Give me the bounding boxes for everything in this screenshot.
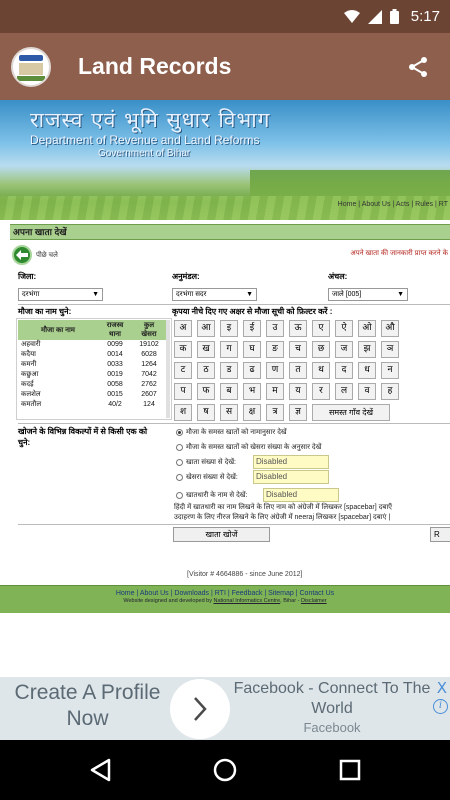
letter-button[interactable]: ब <box>220 383 238 400</box>
ad-right-text[interactable]: Facebook - Connect To The World <box>233 680 431 717</box>
mauza-table <box>18 320 166 410</box>
back-nav-icon[interactable] <box>85 755 115 785</box>
footer-disclaimer-link[interactable]: Disclaimer <box>300 598 327 604</box>
letter-button[interactable]: ज <box>335 341 353 358</box>
chevron-right-icon <box>192 696 208 722</box>
webview <box>0 100 450 677</box>
letter-button[interactable]: फ <box>197 383 215 400</box>
mauza-name: अहवारी <box>21 341 41 348</box>
ad-arrow-button[interactable] <box>170 679 230 739</box>
mauza-thana: 0099 <box>107 341 123 348</box>
table-row[interactable] <box>18 370 166 380</box>
option-by-khata-number[interactable] <box>176 458 236 467</box>
reset-button[interactable]: R <box>430 527 450 542</box>
top-nav-home[interactable]: Home <box>337 201 357 208</box>
app-title: Land Records <box>78 53 232 79</box>
footer-credit-org-link[interactable]: National Informatics Centre <box>213 598 281 604</box>
subdivision-value: दरभंगा सदर <box>176 291 207 298</box>
mauza-thana: 40/2 <box>108 401 122 408</box>
share-icon[interactable] <box>398 47 438 87</box>
letter-button[interactable]: प <box>174 383 192 400</box>
letter-button[interactable]: थ <box>312 362 330 379</box>
letter-button[interactable]: व <box>358 383 376 400</box>
status-bar <box>0 0 450 33</box>
mauza-thana: 0015 <box>107 391 123 398</box>
mauza-khesra: 1264 <box>141 361 157 368</box>
letter-button[interactable]: ख <box>197 341 215 358</box>
banner-title-english: Department of Revenue and Land Reforms <box>30 133 260 147</box>
option-by-khesra-order-label: मौजा के समस्त खातों को खेसरा संख्या के अनुसार देखें <box>186 444 322 451</box>
top-nav-rules[interactable]: Rules <box>415 201 434 208</box>
letter-button[interactable]: श <box>174 404 192 421</box>
footer-links: Home | About Us | Downloads | RTI | Feedback | Sitemap | Contact Us <box>115 590 335 597</box>
letter-button[interactable]: च <box>289 341 307 358</box>
all-villages-button[interactable]: समस्त गाँव देखें <box>312 404 390 421</box>
district-select[interactable] <box>18 288 103 301</box>
letter-button[interactable]: झ <box>358 341 376 358</box>
ad-brand: Facebook <box>303 720 361 735</box>
mauza-thana: 0019 <box>107 371 123 378</box>
option-by-khesra-number-label: खेसरा संख्या से देखें: <box>186 474 238 481</box>
footer-link-about[interactable]: About Us <box>139 590 169 597</box>
mauza-name: कलशेल <box>21 391 41 398</box>
site-footer <box>0 585 450 613</box>
letter-button[interactable]: अ <box>174 320 192 337</box>
letter-button[interactable]: घ <box>243 341 261 358</box>
search-khata-button[interactable]: खाता खोजें <box>173 527 270 542</box>
department-banner <box>0 100 450 220</box>
battery-icon <box>390 9 399 24</box>
option-by-khata-number-label: खाता संख्या से देखें: <box>186 459 236 466</box>
letter-button[interactable]: ल <box>335 383 353 400</box>
ad-left-text[interactable]: Create A Profile Now <box>14 681 161 730</box>
mauza-name: कदैया <box>21 351 36 358</box>
district-label: जिला: <box>18 272 37 281</box>
table-row[interactable] <box>18 350 166 360</box>
top-nav-about[interactable]: About Us <box>361 201 391 208</box>
wifi-icon <box>344 10 360 24</box>
table-row[interactable] <box>18 340 166 350</box>
col-total-khesra: कुल खेसरा <box>132 320 166 340</box>
mauza-name: कदई <box>21 381 34 388</box>
ad-info-icon[interactable]: i <box>433 699 448 714</box>
district-value: दरभंगा <box>22 291 40 298</box>
mauza-khesra: 7042 <box>141 371 157 378</box>
letter-button[interactable]: औ <box>381 320 399 337</box>
letter-button[interactable]: भ <box>243 383 261 400</box>
letter-button[interactable]: ऊ <box>289 320 307 337</box>
info-hint: अपने खाता की जानकारी प्राप्त करने के <box>350 250 448 257</box>
mauza-choose-label: मौजा का नाम चुने: <box>18 307 72 316</box>
mauza-thana: 0014 <box>107 351 123 358</box>
letter-button[interactable]: ट <box>174 362 192 379</box>
home-nav-icon[interactable] <box>210 755 240 785</box>
letter-button[interactable]: छ <box>312 341 330 358</box>
letter-button[interactable]: र <box>312 383 330 400</box>
subdivision-caret-icon: ▼ <box>246 291 253 298</box>
search-options-label: खोजने के विभिन्न विकल्पों में से किसी एक को चुने: <box>18 427 148 447</box>
subdivision-select[interactable] <box>172 288 257 301</box>
status-time: 5:17 <box>410 8 440 25</box>
radio-by-name[interactable] <box>176 429 183 436</box>
letter-button[interactable]: ह <box>381 383 399 400</box>
option-by-khesra-number[interactable] <box>176 473 238 482</box>
circle-label: अंचल: <box>328 272 348 281</box>
radio-by-owner-name[interactable] <box>176 492 183 499</box>
letter-button[interactable]: ण <box>266 362 284 379</box>
hindi-typing-note: हिंदी में खातधारी का नाम लिखने के लिए नाम को अंग्रेजी में लिखकर [spacebar] दबाएँ <box>174 504 393 511</box>
footer-link-feedback[interactable]: Feedback <box>231 590 263 597</box>
top-nav-acts[interactable]: Acts <box>395 201 410 208</box>
letter-button[interactable]: ई <box>243 320 261 337</box>
col-revenue-thana: राजस्व थाना <box>98 320 132 340</box>
banner-title-hindi: राजस्व एवं भूमि सुधार विभाग <box>30 108 271 132</box>
circle-value: जाले [005] <box>332 291 362 298</box>
letter-button[interactable]: ज्ञ <box>289 404 307 421</box>
letter-button[interactable]: ऐ <box>335 320 353 337</box>
mauza-khesra: 124 <box>143 401 155 408</box>
back-link[interactable] <box>12 245 58 265</box>
mauza-khesra: 6028 <box>141 351 157 358</box>
letter-button[interactable]: ङ <box>266 341 284 358</box>
hindi-typing-example: उदाहरण के लिए नीरज लिखने के लिए अंग्रेजी में neeraj लिखकर [spacebar] दबाएं | <box>174 514 391 521</box>
footer-link-sitemap[interactable]: Sitemap <box>268 590 294 597</box>
letter-button[interactable]: क <box>174 341 192 358</box>
back-label[interactable]: पीछे चले <box>36 251 58 259</box>
option-by-name-label: मौजा के समस्त खातों को नामानुसार देखें <box>186 429 287 436</box>
option-by-khesra-order[interactable] <box>176 443 321 452</box>
footer-link-rti[interactable]: RTI <box>214 590 226 597</box>
mauza-khesra: 2762 <box>141 381 157 388</box>
banner-subtitle: Government of Bihar <box>98 148 191 159</box>
back-arrow-icon[interactable] <box>12 245 32 265</box>
recents-nav-icon[interactable] <box>335 755 365 785</box>
ad-close-icon[interactable]: X <box>436 679 447 697</box>
letter-button[interactable]: म <box>266 383 284 400</box>
letter-button[interactable]: स <box>220 404 238 421</box>
letter-button[interactable]: इ <box>220 320 238 337</box>
divider <box>18 524 450 525</box>
app-bar <box>0 33 450 100</box>
footer-credit-prefix: Website designed and developed by <box>123 598 214 604</box>
footer-link-home[interactable]: Home <box>115 590 135 597</box>
footer-credit-suffix: , Bihar - <box>280 598 301 604</box>
letter-button[interactable]: आ <box>197 320 215 337</box>
divider <box>18 304 450 305</box>
letter-button[interactable]: य <box>289 383 307 400</box>
mauza-khesra: 2607 <box>141 391 157 398</box>
district-caret-icon: ▼ <box>92 291 99 298</box>
letter-button[interactable]: त्र <box>266 404 284 421</box>
circle-select[interactable] <box>328 288 408 301</box>
status-icons <box>344 9 399 24</box>
subdivision-label: अनुमंडल: <box>172 272 200 281</box>
khata-number-input[interactable]: Disabled <box>253 455 329 469</box>
letter-button[interactable]: ओ <box>358 320 376 337</box>
mauza-thana: 0033 <box>107 361 123 368</box>
option-by-owner-name-label: खातधारी के नाम से देखें: <box>186 492 248 499</box>
radio-by-khesra-order[interactable] <box>176 444 183 451</box>
letter-button[interactable]: ए <box>312 320 330 337</box>
footer-credit <box>0 598 450 604</box>
col-mauza-name: मौजा का नाम <box>18 320 98 340</box>
letter-button[interactable]: ग <box>220 341 238 358</box>
section-heading: अपना खाता देखें <box>10 224 450 240</box>
footer-link-contact[interactable]: Contact Us <box>299 590 335 597</box>
footer-link-downloads[interactable]: Downloads <box>174 590 210 597</box>
khesra-number-input[interactable]: Disabled <box>253 470 329 484</box>
letter-button[interactable]: ञ <box>381 341 399 358</box>
table-row[interactable] <box>18 390 166 400</box>
letter-button[interactable]: ड <box>220 362 238 379</box>
top-nav-rti[interactable]: RT <box>438 201 448 208</box>
letter-button[interactable]: ढ <box>243 362 261 379</box>
visitor-counter: [Visitor # 4664886 - since June 2012] <box>187 571 303 578</box>
navigation-bar <box>0 740 450 800</box>
table-row[interactable] <box>18 380 166 390</box>
letter-button[interactable]: त <box>289 362 307 379</box>
mauza-scrollbar[interactable] <box>166 320 170 418</box>
mauza-name: कमनी <box>21 361 37 368</box>
letter-button[interactable]: ठ <box>197 362 215 379</box>
signal-icon <box>368 10 382 24</box>
letter-button[interactable]: उ <box>266 320 284 337</box>
mauza-thana: 0058 <box>107 381 123 388</box>
owner-name-input[interactable]: Disabled <box>263 488 339 502</box>
mauza-name: कमतौल <box>21 401 42 408</box>
letter-button[interactable]: ध <box>358 362 376 379</box>
radio-by-khata-number[interactable] <box>176 459 183 466</box>
option-by-name[interactable] <box>176 428 287 437</box>
table-row[interactable] <box>18 400 166 410</box>
ad-banner[interactable] <box>0 677 450 740</box>
divider <box>18 423 450 424</box>
letter-button[interactable]: क्ष <box>243 404 261 421</box>
option-by-owner-name[interactable] <box>176 491 247 500</box>
circle-caret-icon: ▼ <box>397 291 404 298</box>
letter-button[interactable]: द <box>335 362 353 379</box>
letter-button[interactable]: ष <box>197 404 215 421</box>
mauza-khesra: 19102 <box>139 341 159 348</box>
letter-button[interactable]: न <box>381 362 399 379</box>
top-nav: Home | About Us | Acts | Rules | RT <box>337 201 448 208</box>
radio-by-khesra-number[interactable] <box>176 474 183 481</box>
mauza-name: कछुआ <box>21 371 39 378</box>
mauza-filter-label: कृपया नीचे दिए गए अक्षर से मौजा सूची को फ़िल्टर करें : <box>172 307 333 316</box>
table-row[interactable] <box>18 360 166 370</box>
app-logo-icon <box>11 47 51 87</box>
